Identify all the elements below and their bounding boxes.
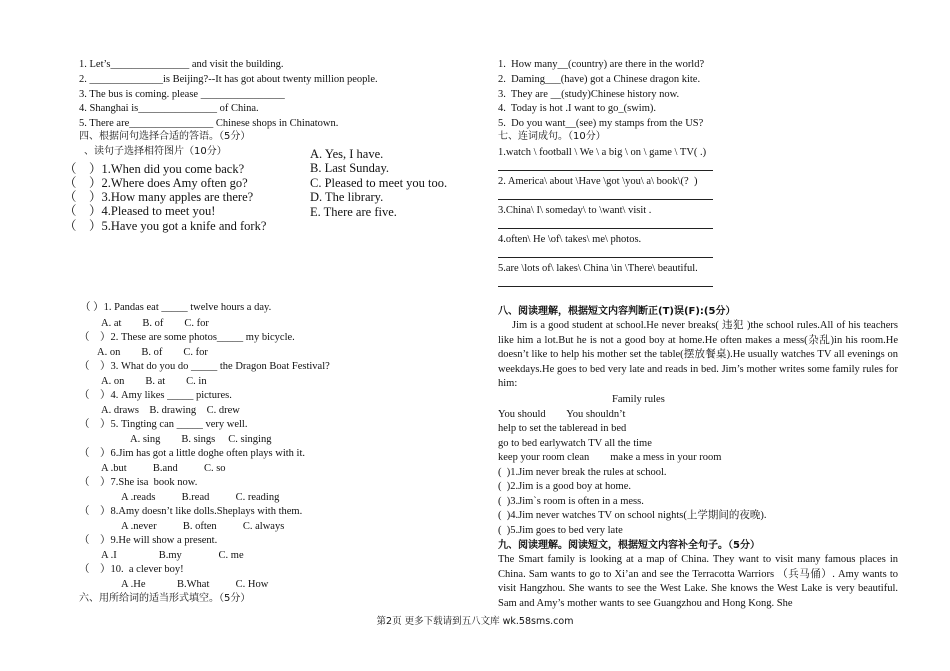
mc-question-8: （ ）8.Amy doesn’t like dolls.Sheplays with them. [79, 506, 303, 517]
mc-question-6: （ ）6.Jim has got a little doghe often plays with it. [79, 448, 306, 459]
mc-cut-line-clip [80, 302, 380, 315]
question-4: （ ）4.Pleased to meet you! [64, 204, 216, 218]
mc-options-5: A. sing B. sings C. singing [130, 434, 272, 445]
left-fill-line-4: 4. Shanghai is_______________ of China. [79, 103, 259, 114]
mc-question-3: （ ）3. What do you do _____ the Dragon Boat Festival? [79, 361, 330, 372]
section4-title: 四、根据问句选择合适的答语。（5分） [79, 131, 251, 142]
right-fill-line-4: 4. Today is hot .I want to go_(swim). [498, 103, 657, 114]
left-fill-line-1: 1. Let’s_______________ and visit the building. [79, 59, 284, 70]
question-5: （ ）5.Have you got a knife and fork? [64, 219, 267, 233]
answer-line-3 [498, 228, 713, 229]
mc-options-1: A. at B. of C. for [101, 318, 209, 329]
reorder-2: 2. America\ about \Have \got \you\ a\ book\(? ) [498, 176, 698, 187]
left-fill-line-2: 2. ______________is Beijing?--It has got about twenty million people. [79, 74, 378, 85]
mc-options-10: A .He B.What C. How [121, 579, 269, 590]
question-3: （ ）3.How many apples are there? [64, 190, 254, 204]
answer-line-5 [498, 286, 713, 287]
answer-c: C. Pleased to meet you too. [310, 176, 448, 190]
rules-line-1: You should You shouldn’t [498, 409, 626, 420]
left-fill-line-3: 3. The bus is coming. please ________________ [79, 89, 285, 100]
tf-item-4: ( )4.Jim never watches TV on school nights(上学期间的夜晚). [498, 510, 767, 521]
right-fill-line-5: 5. Do you want__(see) my stamps from the US? [498, 118, 704, 129]
answer-d: D. The library. [310, 190, 384, 204]
right-fill-line-3: 3. They are __(study)Chinese history now. [498, 89, 680, 100]
passage-smart-family: The Smart family is looking at a map of China. They want to visit many famous places in China. Sam wants to go to Xi’an and see the Terracotta Warriors （兵马俑）. Amy wants to visit Hangzhou. She wants to see the West Lake. She knows the West Lake is very beautiful. Sam and Amy’s mother wants to see Guangzhou and Hong Kong. She [498, 554, 898, 609]
answer-line-1 [498, 170, 713, 171]
rules-line-2: help to set the tableread in bed [498, 423, 627, 434]
answer-a: A. Yes, I have. [310, 147, 384, 161]
reorder-1: 1.watch \ football \ We \ a big \ on \ game \ TV( .) [498, 147, 707, 158]
page-footer: 第2页 更多下载请到五八文库 wk.58sms.com [376, 616, 574, 627]
mc-options-8: A .never B. often C. always [121, 521, 285, 532]
mc-options-2: A. on B. of C. for [97, 347, 208, 358]
section8-title: 八、阅读理解，根据短文内容判断正(T)误(F):(5分） [498, 306, 736, 317]
mc-options-7: A .reads B.read C. reading [121, 492, 280, 503]
mc-options-9: A .I B.my C. me [101, 550, 244, 561]
passage-jim: Jim is a good student at school.He never breaks( 违犯 )the school rules.All of his teachers like him a lot.But he is not a good boy at home.He often makes a mess(杂乱)in his room.He doesn’t like to help his mother set the table(摆放餐桌).He usually watches TV all evenings on weekdays.He goes to bed very late and reads in bed. Jim’s mother writes some family rules for him: [498, 320, 898, 390]
reorder-5: 5.are \lots of\ lakes\ China \in \There\ beautiful. [498, 263, 698, 274]
mc-options-4: A. draws B. drawing C. drew [101, 405, 240, 416]
section9-title: 九、阅读理解。阅读短文，根据短文内容补全句子。（5分） [498, 540, 760, 551]
answer-line-2 [498, 199, 713, 200]
answer-b: B. Last Sunday. [310, 161, 390, 175]
section7-title: 七、连词成句。（10分） [498, 131, 606, 142]
tf-item-3: ( )3.Jim`s room is often in a mess. [498, 496, 644, 507]
section5-title: 、读句子选择相符图片（10分） [84, 146, 227, 157]
family-rules-title: Family rules [612, 394, 665, 405]
mc-cut-line: （ ）1. Pandas eat _____ twelve hours a day. [80, 302, 272, 313]
mc-question-5: （ ）5. Tingting can _____ very well. [79, 419, 248, 430]
right-fill-line-1: 1. How many__(country) are there in the world? [498, 59, 705, 70]
rules-line-3: go to bed earlywatch TV all the time [498, 438, 652, 449]
mc-question-7: （ ）7.She isa book now. [79, 477, 198, 488]
answer-e: E. There are five. [310, 205, 397, 219]
reorder-3: 3.China\ I\ someday\ to \want\ visit . [498, 205, 652, 216]
mc-question-2: （ ）2. These are some photos_____ my bicycle. [79, 332, 295, 343]
answer-line-4 [498, 257, 713, 258]
right-fill-line-2: 2. Daming___(have) got a Chinese dragon kite. [498, 74, 701, 85]
mc-question-10: （ ）10. a clever boy! [79, 564, 184, 575]
mc-options-3: A. on B. at C. in [101, 376, 207, 387]
question-2: （ ）2.Where does Amy often go? [64, 176, 248, 190]
left-fill-line-5: 5. There are________________ Chinese shops in Chinatown. [79, 118, 339, 129]
mc-question-9: （ ）9.He will show a present. [79, 535, 218, 546]
section6-title: 六、用所给词的适当形式填空。（5分） [79, 593, 251, 604]
tf-item-1: ( )1.Jim never break the rules at school. [498, 467, 667, 478]
tf-item-2: ( )2.Jim is a good boy at home. [498, 481, 631, 492]
rules-line-4: keep your room clean make a mess in your room [498, 452, 722, 463]
reorder-4: 4.often\ He \of\ takes\ me\ photos. [498, 234, 642, 245]
question-1: （ ）1.When did you come back? [64, 162, 245, 176]
mc-options-6: A .but B.and C. so [101, 463, 226, 474]
tf-item-5: ( )5.Jim goes to bed very late [498, 525, 623, 536]
mc-question-4: （ ）4. Amy likes _____ pictures. [79, 390, 232, 401]
